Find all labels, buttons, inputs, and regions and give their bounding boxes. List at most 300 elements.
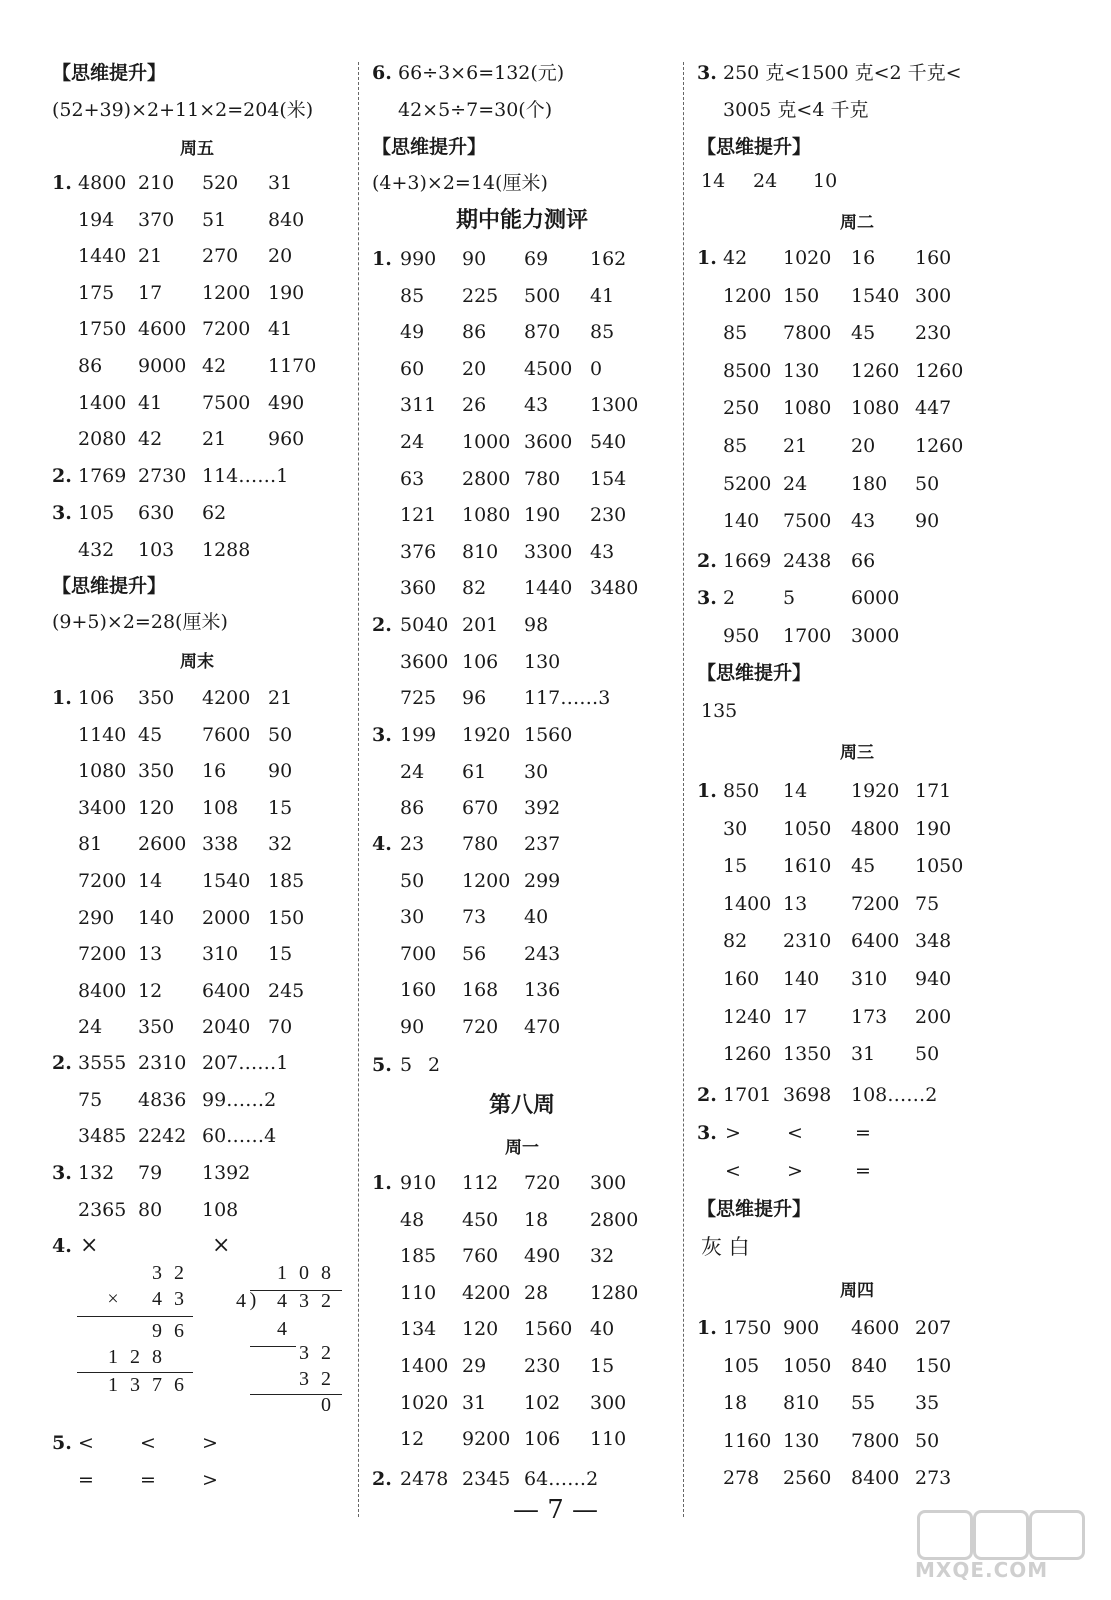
answer-cell: = [78, 1468, 94, 1491]
question-number: 1. [697, 780, 717, 802]
answer-cell: 190 [915, 817, 952, 840]
day-title: 周三 [840, 743, 874, 763]
divisor: 4 [236, 1290, 246, 1312]
answer-cell: 720 [462, 1016, 499, 1038]
answer-cell: = [855, 1159, 871, 1182]
answer-cell: 4500 [524, 357, 573, 380]
answer-cell: 130 [524, 650, 561, 673]
answer-cell: 1392 [202, 1162, 251, 1184]
answer-cell: 199 [400, 724, 437, 746]
answer-cell: 1560 [524, 724, 573, 746]
question-number: 1. [52, 172, 72, 194]
answer-cell: 1260 [851, 359, 900, 382]
answer-cell: 201 [462, 614, 499, 636]
answer-cell: 2800 [462, 467, 511, 490]
answer-cell: 1140 [78, 723, 127, 746]
answer-cell: 780 [524, 467, 561, 490]
answer-cell: 4200 [202, 687, 251, 709]
answer-cell: 4800 [851, 817, 900, 840]
answer-cell: < [78, 1432, 94, 1454]
answer-cell: 50 [915, 472, 940, 495]
answer-cell: 5 [783, 587, 796, 609]
answer-cell: 30 [723, 817, 748, 840]
answer-cell: 24 [400, 760, 425, 783]
answer-cell: 630 [138, 502, 175, 524]
answer-cell: 185 [400, 1245, 437, 1268]
answer-cell: 85 [723, 322, 748, 345]
answer-cell: 1240 [723, 1005, 772, 1028]
answer-cell: 1288 [202, 538, 251, 561]
answer-cell: 2478 [400, 1468, 449, 1490]
answer-cell: 40 [590, 1318, 615, 1341]
answer-cell: 66 [851, 550, 876, 572]
answer-cell: 130 [783, 359, 820, 382]
question-number: 4. [52, 1235, 72, 1257]
answer-cell: 85 [400, 284, 425, 307]
answer-cell: 1080 [851, 397, 900, 420]
section-heading: 【思维提升】 [697, 136, 812, 158]
digit: 6 [174, 1374, 184, 1396]
answer-cell: 3555 [78, 1052, 127, 1074]
answer-cell: 1440 [524, 577, 573, 600]
answer-cell: 73 [462, 906, 487, 929]
answer-cell: 1700 [783, 624, 832, 647]
answer-cell: 194 [78, 208, 115, 231]
answer-cell: 1260 [915, 359, 964, 382]
answer-cell: 245 [268, 979, 305, 1002]
question-number: 3. [697, 62, 717, 84]
rule-line [77, 1316, 193, 1317]
section-heading: 【思维提升】 [697, 662, 812, 684]
digit: 3 [299, 1342, 309, 1364]
answer-cell: 1080 [78, 760, 127, 783]
answer-cell: 85 [590, 321, 615, 344]
answer-cell: 13 [138, 943, 163, 966]
answer-cell: 960 [268, 428, 305, 451]
answer-cell: 299 [524, 869, 561, 892]
answer-cell: 180 [851, 472, 888, 495]
answer-cell: 110 [400, 1281, 437, 1304]
answer-cell: 75 [915, 892, 940, 915]
answer-cell: 140 [138, 906, 175, 929]
answer-cell: 810 [462, 540, 499, 563]
answer-cell: 28 [524, 1281, 549, 1304]
answer-cell: 350 [138, 687, 175, 709]
day-title: 周一 [505, 1138, 539, 1158]
answer-cell: 90 [268, 760, 293, 783]
answer-cell: 7200 [851, 892, 900, 915]
answer-cell: 840 [268, 208, 305, 231]
answer-cell: 90 [462, 248, 487, 270]
answer-cell: 250 [723, 397, 760, 420]
answer-cell: 8400 [851, 1467, 900, 1490]
answer-cell: 1200 [723, 284, 772, 307]
answer-cell: 30 [524, 760, 549, 783]
answer-cell: 23 [400, 833, 425, 855]
answer-cell: 1200 [462, 869, 511, 892]
answer-cell: 15 [268, 796, 293, 819]
formula-line: 3005 克<4 千克 [723, 99, 869, 121]
answer-cell: 17 [783, 1005, 808, 1028]
answer-cell: 82 [723, 930, 748, 953]
column-divider [358, 62, 359, 1517]
answer-cell: 670 [462, 797, 499, 820]
answer-cell: 350 [138, 1016, 175, 1039]
answer-cell: 15 [590, 1355, 615, 1377]
digit: 2 [321, 1368, 331, 1390]
answer-cell: 273 [915, 1467, 952, 1490]
answer-cell: 110 [590, 1428, 627, 1451]
division-bracket: ) [249, 1289, 257, 1311]
question-number: 3. [52, 502, 72, 524]
watermark-logo [909, 1510, 1089, 1582]
digit: 4 [277, 1318, 287, 1340]
answer-cell: 154 [590, 467, 627, 490]
answer-cell: 106 [462, 650, 499, 673]
day-title: 周五 [180, 139, 214, 159]
answer-cell: 2560 [783, 1467, 832, 1490]
answer-cell: 3400 [78, 796, 127, 819]
answer-cell: 2080 [78, 428, 127, 451]
answer-cell: 370 [138, 208, 175, 231]
answer-cell: 6400 [202, 979, 251, 1002]
answer-cell: 1701 [723, 1084, 772, 1106]
answer-cell: 31 [462, 1391, 487, 1414]
digit: 2 [321, 1342, 331, 1364]
answer-cell: 42 [202, 355, 227, 377]
column-divider [683, 62, 684, 1517]
question-number: 1. [697, 247, 717, 269]
answer-cell: > [202, 1432, 218, 1454]
answer-cell: 99……2 [202, 1088, 277, 1111]
answer-cell: 7500 [783, 510, 832, 533]
answer-cell: 1540 [851, 284, 900, 307]
answer-cell: 540 [590, 431, 627, 453]
answer-cell: 1540 [202, 870, 251, 892]
answer-cell: 300 [590, 1391, 627, 1414]
answer-cell: 43 [590, 540, 615, 563]
answer-cell: 14 [783, 780, 808, 802]
answer-cell: 6000 [851, 587, 900, 609]
rule-line [77, 1372, 193, 1373]
answer-cell: 520 [202, 172, 239, 194]
answer-cell: 870 [524, 321, 561, 344]
answer-cell: 392 [524, 797, 561, 820]
answer-cell: 136 [524, 979, 561, 1002]
answer-cell: 190 [268, 281, 305, 304]
answer-cell: 1440 [78, 245, 127, 268]
answer-cell: 86 [78, 355, 103, 377]
answer-cell: 940 [915, 968, 952, 990]
digit: 3 [299, 1290, 309, 1312]
answer-cell: 2 [723, 587, 736, 609]
answer-cell: 4836 [138, 1088, 187, 1111]
digit: 4 [277, 1290, 287, 1312]
answer-cell: 1769 [78, 465, 127, 487]
digit: 6 [174, 1320, 184, 1342]
answer-cell: 1000 [462, 431, 511, 453]
answer-cell: 85 [723, 435, 748, 457]
digit: 0 [299, 1262, 309, 1284]
question-number: 2. [52, 465, 72, 487]
answer-cell: 17 [138, 281, 163, 304]
question-number: 5. [372, 1054, 392, 1076]
answer-cell: 140 [723, 510, 760, 533]
answer-cell: 760 [462, 1245, 499, 1268]
answer-cell: 20 [462, 357, 487, 380]
answer-cell: 4600 [138, 318, 187, 341]
answer-cell: 175 [78, 281, 115, 304]
section-title: 期中能力测评 [455, 207, 588, 233]
column-left [52, 0, 352, 1540]
answer-cell: 50 [915, 1043, 940, 1066]
answer-cell: 9000 [138, 355, 187, 377]
answer-cell: 96 [462, 687, 487, 710]
digit: 4 [152, 1288, 162, 1310]
column-middle [372, 0, 672, 1540]
question-number: 1. [52, 687, 72, 709]
answer-cell: 41 [590, 284, 615, 307]
answer-cell: 82 [462, 577, 487, 600]
answer-cell: 2438 [783, 550, 832, 572]
answer-cell: 15 [268, 943, 293, 966]
answer-cell: 1020 [783, 247, 832, 269]
answer-cell: 10 [813, 170, 838, 192]
answer-cell: 1160 [723, 1429, 772, 1452]
answer-cell: 1560 [524, 1318, 573, 1341]
day-title: 周末 [180, 652, 214, 672]
answer-cell: 41 [138, 391, 163, 414]
answer-cell: 950 [723, 624, 760, 647]
answer-cell: 132 [78, 1162, 115, 1184]
answer-cell: 470 [524, 1016, 561, 1038]
answer-cell: 98 [524, 614, 549, 636]
digit: 3 [130, 1374, 140, 1396]
answer-cell: 114……1 [202, 465, 289, 487]
answer-cell: 63 [400, 467, 425, 490]
answer-cell: 3300 [524, 540, 573, 563]
answer-cell: 1400 [78, 391, 127, 414]
answer-cell: 348 [915, 930, 952, 953]
answer-cell: 5040 [400, 614, 449, 636]
answer-cell: 1260 [915, 435, 964, 457]
answer-cell: 350 [138, 760, 175, 783]
answer-cell: 720 [524, 1172, 561, 1194]
answer-cell: 810 [783, 1392, 820, 1415]
answer-cell: 376 [400, 540, 437, 563]
answer-cell: 40 [524, 906, 549, 929]
answer-cell: 3698 [783, 1084, 832, 1106]
question-number: 2. [697, 550, 717, 572]
answer-cell: 105 [78, 502, 115, 524]
answer-cell: 1020 [400, 1391, 449, 1414]
division-work [230, 1262, 350, 1422]
answer-cell: 24 [783, 472, 808, 495]
answer-cell: = [140, 1468, 156, 1491]
answer-cell: 270 [202, 245, 239, 268]
answer-cell: 4200 [462, 1281, 511, 1304]
answer-cell: 1750 [78, 318, 127, 341]
answer-cell: 108 [202, 796, 239, 819]
question-number: 6. [372, 62, 392, 84]
answer-cell: 130 [783, 1429, 820, 1452]
digit: 8 [152, 1346, 162, 1368]
answer-cell: 185 [268, 870, 305, 892]
answer-cell: 1750 [723, 1317, 772, 1339]
answer-cell: 1300 [590, 394, 639, 417]
answer-cell: 21 [202, 428, 227, 451]
answer-cell: 1080 [462, 504, 511, 527]
answer-cell: 243 [524, 942, 561, 965]
answer-cell: 2730 [138, 465, 187, 487]
answer-cell: 207 [915, 1317, 952, 1339]
answer-cell: 12 [400, 1428, 425, 1451]
answer-cell: 200 [915, 1005, 952, 1028]
answer-cell: 7200 [78, 943, 127, 966]
answer-cell: 230 [524, 1355, 561, 1377]
digit: 2 [321, 1290, 331, 1312]
watermark-text: MXQE.COM [915, 1558, 1049, 1582]
answer-cell: 3600 [524, 431, 573, 453]
question-number: 1. [372, 248, 392, 270]
answer-cell: 24 [78, 1016, 103, 1039]
answer-cell: 360 [400, 577, 437, 600]
think-answer: 135 [701, 700, 738, 722]
answer-cell: 55 [851, 1392, 876, 1415]
answer-cell: 1050 [783, 817, 832, 840]
answer-cell: 134 [400, 1318, 437, 1341]
answer-cell: 162 [590, 248, 627, 270]
answer-cell: 18 [723, 1392, 748, 1415]
answer-cell: 230 [915, 322, 952, 345]
answer-cell: 850 [723, 780, 760, 802]
answer-cell: 106 [524, 1428, 561, 1451]
answer-cell: 41 [268, 318, 293, 341]
answer-cell: 42 [138, 428, 163, 451]
answer-cell: 1920 [851, 780, 900, 802]
answer-cell: 35 [915, 1392, 940, 1415]
answer-cell: 90 [915, 510, 940, 533]
answer-cell: 50 [268, 723, 293, 746]
answer-cell: 338 [202, 833, 239, 856]
answer-cell: 5 [400, 1054, 413, 1076]
answer-cell: 49 [400, 321, 425, 344]
question-number: 3. [697, 1122, 717, 1144]
answer-cell: 42 [723, 247, 748, 269]
day-title: 周四 [840, 1281, 874, 1301]
answer-cell: 12 [138, 979, 163, 1002]
answer-cell: 16 [202, 760, 227, 783]
answer-cell: 106 [78, 687, 115, 709]
answer-cell: < [787, 1122, 803, 1144]
answer-cell: 31 [851, 1043, 876, 1066]
answer-cell: 207……1 [202, 1052, 289, 1074]
answer-cell: 14 [138, 870, 163, 892]
digit: 2 [130, 1346, 140, 1368]
section-heading: 【思维提升】 [52, 62, 167, 84]
answer-cell: 910 [400, 1172, 437, 1194]
digit: 3 [299, 1368, 309, 1390]
answer-cell: 20 [851, 435, 876, 457]
answer-cell: 990 [400, 248, 437, 270]
question-number: 2. [372, 1468, 392, 1490]
answer-cell: 2040 [202, 1016, 251, 1039]
answer-cell: > [725, 1122, 741, 1144]
question-number: 3. [372, 724, 392, 746]
answer-cell: 60……4 [202, 1125, 277, 1148]
answer-cell: = [855, 1122, 871, 1144]
day-title: 周二 [840, 213, 874, 233]
formula-line: 42×5÷7=30(个) [398, 99, 553, 121]
answer-cell: 171 [915, 780, 952, 802]
answer-cell: 160 [400, 979, 437, 1002]
answer-cell: 14 [701, 170, 726, 192]
formula-line: (4+3)×2=14(厘米) [372, 172, 548, 194]
answer-cell: 105 [723, 1354, 760, 1377]
column-right [697, 0, 1017, 1540]
answer-cell: 1350 [783, 1043, 832, 1066]
answer-cell: 45 [851, 855, 876, 878]
answer-cell: 310 [202, 943, 239, 966]
answer-cell: 2310 [138, 1052, 187, 1074]
operator-sign: × [107, 1288, 119, 1310]
answer-cell: 168 [462, 979, 499, 1002]
answer-cell: 21 [138, 245, 163, 268]
answer-cell: 3485 [78, 1125, 127, 1148]
answer-cell: 4800 [78, 172, 127, 194]
answer-cell: 4600 [851, 1317, 900, 1339]
answer-cell: 3000 [851, 624, 900, 647]
answer-cell: 450 [462, 1208, 499, 1231]
question-number: 3. [697, 587, 717, 609]
answer-cell: 43 [851, 510, 876, 533]
question-number: 1. [372, 1172, 392, 1194]
digit: 8 [321, 1262, 331, 1284]
digit: 2 [174, 1262, 184, 1284]
answer-cell: 900 [783, 1317, 820, 1339]
answer-cell: 2242 [138, 1125, 187, 1148]
answer-cell: 108 [202, 1198, 239, 1221]
answer-cell: 9200 [462, 1428, 511, 1451]
answer-cell: 237 [524, 833, 561, 855]
answer-cell: 1050 [783, 1354, 832, 1377]
answer-cell: 150 [915, 1354, 952, 1377]
answer-cell: 48 [400, 1208, 425, 1231]
answer-cell: 1920 [462, 724, 511, 746]
answer-cell: 120 [462, 1318, 499, 1341]
digit: 3 [174, 1288, 184, 1310]
page-number: — 7 — [512, 1495, 599, 1525]
answer-cell: 70 [268, 1016, 293, 1039]
answer-cell: 310 [851, 968, 888, 990]
answer-cell: 1170 [268, 355, 317, 377]
answer-cell: 45 [138, 723, 163, 746]
answer-cell: 7600 [202, 723, 251, 746]
question-number: 2. [52, 1052, 72, 1074]
answer-cell: 26 [462, 394, 487, 417]
formula-line: (52+39)×2+11×2=204(米) [52, 99, 314, 121]
answer-cell: 69 [524, 248, 549, 270]
answer-cell: 278 [723, 1467, 760, 1490]
answer-cell: 50 [915, 1429, 940, 1452]
answer-cell: 300 [915, 284, 952, 307]
formula-line: (9+5)×2=28(厘米) [52, 611, 228, 633]
answer-cell: 2345 [462, 1468, 511, 1490]
answer-cell: 230 [590, 504, 627, 527]
question-number: 3. [52, 1162, 72, 1184]
answer-cell: 121 [400, 504, 437, 527]
answer-cell: 117……3 [524, 687, 611, 710]
